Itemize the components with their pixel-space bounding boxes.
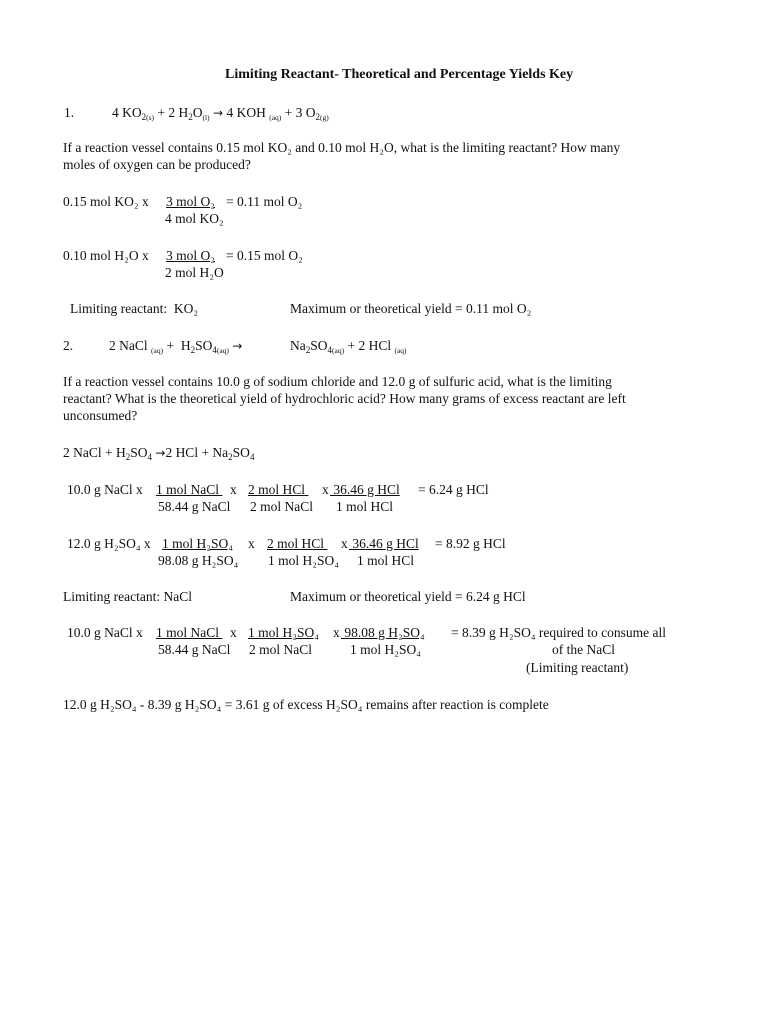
- problem-2-question-line-3: unconsumed?: [63, 408, 138, 423]
- reaction-arrow-icon: →: [213, 106, 224, 120]
- p2-calc2-num1: 1 mol H₂SO₄: [162, 536, 233, 551]
- p2-calc3-den1: 58.44 g NaCl: [158, 642, 231, 657]
- reaction-arrow-icon: →: [232, 339, 243, 353]
- problem-2-balanced-equation: [63, 445, 254, 461]
- p2-limiting-reactant: Limiting reactant: NaCl: [63, 589, 192, 604]
- eq-text: O: [192, 105, 203, 120]
- p2-excess-statement: 12.0 g H₂SO₄ - 8.39 g H₂SO₄ = 3.61 g of excess H₂SO₄ remains after reaction is complete: [63, 697, 549, 712]
- problem-1-number: 1.: [64, 105, 75, 120]
- problem-2-number: 2.: [63, 338, 74, 353]
- p2-calc3-num2: 1 mol H₂SO₄: [248, 625, 319, 640]
- eq-text: 4 KO: [112, 105, 142, 120]
- eq-text: SO: [232, 445, 250, 460]
- p1-calc2-numerator: 3 mol O₂: [166, 248, 215, 263]
- p2-calc1-x1: x: [230, 482, 237, 497]
- eq-sub: 2: [188, 112, 193, 122]
- p2-calc3-num1: 1 mol NaCl: [156, 625, 223, 640]
- p2-calc3-start: 10.0 g NaCl x: [67, 625, 143, 640]
- problem-2-equation-reactants: [109, 338, 242, 354]
- eq-sub: 2: [141, 112, 147, 122]
- eq-phase: (aq): [216, 346, 229, 355]
- p2-calc3-den3: 1 mol H₂SO₄: [350, 642, 421, 657]
- eq-text: SO: [310, 338, 328, 353]
- p2-calc3-note-2: (Limiting reactant): [526, 660, 629, 675]
- problem-1-question-line-1: If a reaction vessel contains 0.15 mol KO₂ and 0.10 mol H₂O, what is the limiting reactant? How many: [63, 140, 621, 155]
- p2-calc3-result: = 8.39 g H₂SO₄ required to consume all: [451, 625, 666, 640]
- p2-calc3-x2: x: [333, 625, 340, 640]
- p1-calc2-denominator: 2 mol H₂O: [165, 265, 224, 280]
- p2-calc1-num3: 36.46 g HCl: [330, 482, 400, 497]
- problem-1-equation: [112, 105, 329, 121]
- eq-text: + 2 HCl: [344, 338, 395, 353]
- p1-calc1-result: = 0.11 mol O₂: [226, 194, 303, 209]
- eq-text: + H: [163, 338, 191, 353]
- eq-text: 2 NaCl + H: [63, 445, 126, 460]
- eq-text: + 3 O: [281, 105, 316, 120]
- p2-calc3-note-1: of the NaCl: [552, 642, 615, 657]
- eq-phase: (g): [320, 113, 329, 122]
- p1-calc1-denominator: 4 mol KO₂: [165, 211, 224, 226]
- eq-text: 4 KOH: [223, 105, 270, 120]
- page-title: Limiting Reactant- Theoretical and Percentage Yields Key: [225, 67, 574, 82]
- p2-calc3-den2: 2 mol NaCl: [249, 642, 312, 657]
- p2-calc1-result: = 6.24 g HCl: [418, 482, 489, 497]
- p2-calc3-x1: x: [230, 625, 237, 640]
- reaction-arrow-icon: →: [155, 446, 166, 460]
- eq-sub: 2: [125, 452, 131, 462]
- eq-text: 2 NaCl: [109, 338, 151, 353]
- p2-calc1-num2: 2 mol HCl: [248, 482, 309, 497]
- eq-text: Na: [290, 338, 306, 353]
- eq-phase: (aq): [269, 113, 282, 122]
- eq-phase: (aq): [394, 346, 407, 355]
- p1-limiting-reactant: Limiting reactant: KO₂: [70, 301, 199, 316]
- eq-sub: 2: [190, 345, 196, 355]
- p2-calc2-num3: 36.46 g HCl: [349, 536, 419, 551]
- problem-2-question-line-2: reactant? What is the theoretical yield of hydrochloric acid? How many grams of excess reactant are left: [63, 391, 626, 406]
- eq-text: SO: [130, 445, 148, 460]
- eq-sub: 4: [249, 452, 255, 462]
- eq-sub: 4: [147, 452, 152, 462]
- p2-calc2-x1: x: [248, 536, 255, 551]
- p2-calc1-start: 10.0 g NaCl x: [67, 482, 143, 497]
- p2-calc1-den3: 1 mol HCl: [336, 499, 394, 514]
- p2-calc2-start: 12.0 g H₂SO₄ x: [67, 536, 151, 551]
- eq-sub: 2: [228, 452, 233, 462]
- problem-2-equation-products: [290, 338, 407, 354]
- eq-text: 2 HCl + Na: [165, 445, 229, 460]
- eq-phase: (l): [202, 113, 210, 122]
- p1-calc1-start: 0.15 mol KO₂ x: [63, 194, 149, 209]
- p2-theoretical-yield: Maximum or theoretical yield = 6.24 g HCl: [290, 589, 526, 604]
- p2-calc1-num1: 1 mol NaCl: [156, 482, 223, 497]
- problem-2-question-line-1: If a reaction vessel contains 10.0 g of sodium chloride and 12.0 g of sulfuric acid, what is the limiting: [63, 374, 612, 389]
- eq-phase: (aq): [332, 346, 345, 355]
- eq-text: SO: [195, 338, 213, 353]
- eq-sub: 4: [212, 345, 217, 355]
- eq-sub: 2: [305, 345, 311, 355]
- problem-1-question-line-2: moles of oxygen can be produced?: [63, 157, 251, 172]
- p1-calc1-numerator: 3 mol O₂: [166, 194, 215, 209]
- p2-calc1-x2: x: [322, 482, 329, 497]
- p2-calc1-den2: 2 mol NaCl: [250, 499, 313, 514]
- p1-calc2-start: 0.10 mol H₂O x: [63, 248, 149, 263]
- p2-calc2-den3: 1 mol HCl: [357, 553, 415, 568]
- p2-calc2-den2: 1 mol H₂SO₄: [268, 553, 339, 568]
- eq-text: + 2 H: [154, 105, 189, 120]
- p2-calc2-num2: 2 mol HCl: [267, 536, 328, 551]
- p2-calc2-x2: x: [341, 536, 348, 551]
- eq-phase: (s): [146, 113, 155, 122]
- p2-calc2-den1: 98.08 g H₂SO₄: [158, 553, 239, 568]
- p1-calc2-result: = 0.15 mol O₂: [226, 248, 303, 263]
- eq-sub: 2: [315, 112, 321, 122]
- p2-calc1-den1: 58.44 g NaCl: [158, 499, 231, 514]
- eq-sub: 4: [327, 345, 333, 355]
- p2-calc2-result: = 8.92 g HCl: [435, 536, 506, 551]
- p2-calc3-num3: 98.08 g H₂SO₄: [341, 625, 425, 640]
- p1-theoretical-yield: Maximum or theoretical yield = 0.11 mol O₂: [290, 301, 532, 316]
- eq-phase: (aq): [151, 346, 164, 355]
